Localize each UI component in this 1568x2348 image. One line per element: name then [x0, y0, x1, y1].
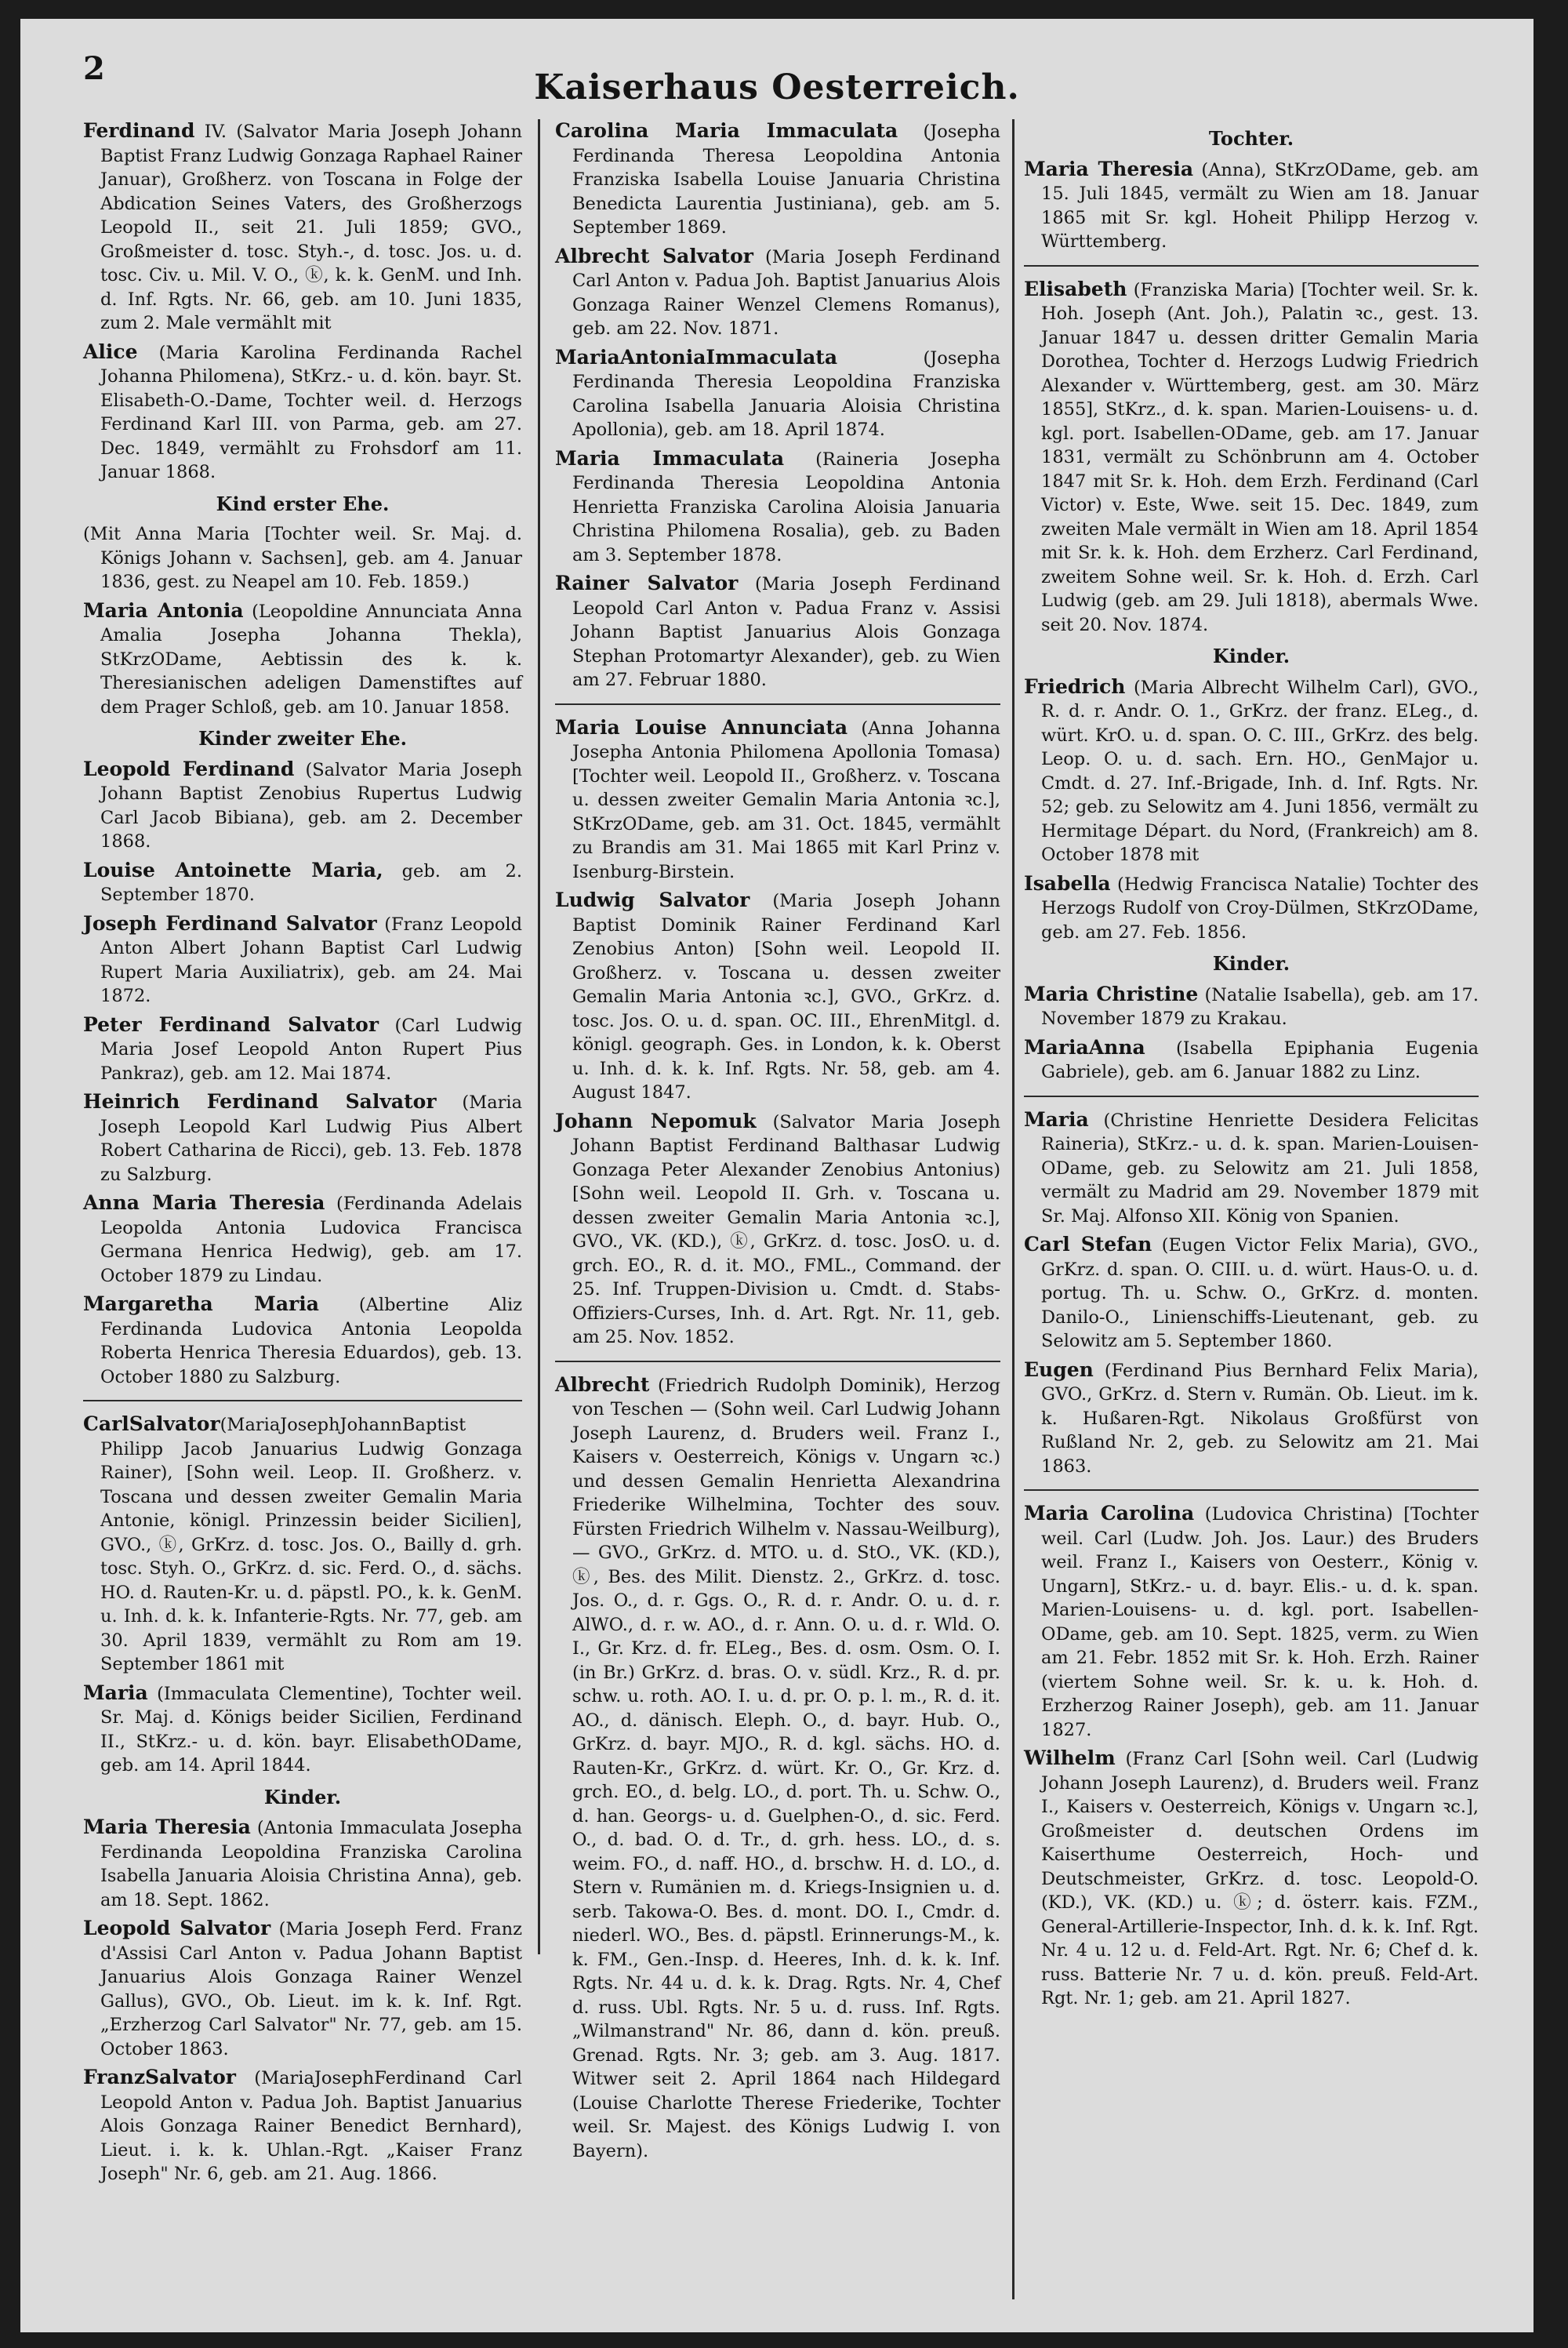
entry-separator: [1024, 1489, 1479, 1491]
entry-name: Maria Christine: [1024, 982, 1199, 1005]
section-heading: Kinder.: [1212, 952, 1290, 975]
entry-name: MariaAntoniaImmaculata: [555, 345, 838, 369]
entry-name: Johann Nepomuk: [555, 1109, 757, 1132]
entry-text: (Ferdinanda Adelais Leopolda Antonia Ludovica Francisca Germana Henrica Hedwig), geb. am 17. October 1879 zu Lindau.: [100, 1194, 522, 1286]
entry-joseph-ferdinand: [83, 912, 522, 1009]
entry-text: (Natalie Isabella), geb. am 17. November 1879 zu Krakau.: [1041, 984, 1479, 1029]
entry-name: Margaretha Maria: [83, 1292, 319, 1315]
entry-text: (Maria Karolina Ferdinanda Rachel Johanna Philomena), StKrz.- u. d. kön. bayr. St. Elisabeth-O.-Dame, Tochter weil. d. Herzogs Ferdinand Karl III. von Parma, geb. am 27. Dec. 1849, vermählt zu Frohsdorf am 11. Januar 1868.: [100, 342, 522, 482]
entry-name: Leopold Ferdinand: [83, 757, 295, 780]
entry-name: CarlSalvator: [83, 1412, 220, 1435]
entry-name: Carolina Maria Immaculata: [555, 119, 898, 142]
entry-text: (Anna), StKrzODame, geb. am 15. Juli 1845, vermält zu Wien am 18. Januar 1865 mit Sr. kgl. Hoheit Philipp Herzog v. Württemberg.: [1041, 159, 1479, 252]
entry-text: (Josepha Ferdinanda Theresa Leopoldina Antonia Franziska Isabella Louise Januaria Christina Benedicta Laurentia Justiniana), geb. am 5. September 1869.: [572, 122, 1000, 238]
entry-maria-antonia-immaculata: [555, 346, 1000, 442]
entry-maria-immaculata-clementine: [83, 1681, 522, 1778]
entry-carl-stefan: [1024, 1233, 1479, 1354]
entry-eugen: [1024, 1358, 1479, 1479]
section-heading: Kinder.: [1212, 645, 1290, 667]
entry-maria-theresia-anna: [1024, 158, 1479, 254]
right-column: [1024, 119, 1479, 2015]
entry-anna-maria-theresia: [83, 1191, 522, 1288]
entry-carolina-maria: [555, 119, 1000, 240]
entry-maria-louise-annunciata: [555, 716, 1000, 885]
entry-name: Isabella: [1024, 871, 1111, 895]
entry-separator: [555, 703, 1000, 705]
entry-text: (MariaJosephFerdinand Carl Leopold Anton v. Padua Joh. Baptist Januarius Alois Gonzaga Rainer Benedict Bernhard), Lieut. i. k. k. Uhlan.-Rgt. „Kaiser Franz Joseph" Nr. 6, geb. am 21. Aug. 1866.: [100, 2068, 522, 2184]
entry-name: Alice: [83, 340, 138, 363]
section-heading: Tochter.: [1208, 127, 1294, 150]
entry-text: (Franz Carl [Sohn weil. Carl (Ludwig Johann Joseph Laurenz), d. Bruders weil. Franz I., Kaisers v. Oesterreich, Königs v. Ungarn ꝛc.], Großmeister d. deutschen Ordens im Kaiserthume Oesterreich, Hoch- und Deutschmeister, GrKrz. d. tosc. Leopold-O. (KD.), VK. (KD.) u. ⓚ; d. österr. kais. FZM., General-Artillerie-Inspector, Inh. d. k. k. Inf. Rgt. Nr. 4 u. 12 u. d. Feld-Art. Rgt. Nr. 6; Chef d. k. russ. Batterie Nr. 7 u. d. kön. preuß. Feld-Art. Rgt. Nr. 1; geb. am 21. April 1827.: [1041, 1749, 1479, 2008]
entry-maria-antonia: [83, 599, 522, 720]
document-page: [20, 19, 1534, 2332]
entry-franz-salvator: [83, 2066, 522, 2186]
entry-text: (Albertine Aliz Ferdinanda Ludovica Antonia Leopolda Roberta Henrica Theresia Eduardos), geb. 13. October 1880 zu Salzburg.: [100, 1295, 522, 1387]
entry-text: (Maria Joseph Leopold Karl Ludwig Pius Albert Robert Catharina de Ricci), geb. 13. Feb. 1878 zu Salzburg.: [100, 1092, 523, 1185]
entry-text: (Ferdinand Pius Bernhard Felix Maria), GVO., GrKrz. d. Stern v. Rumän. Ob. Lieut. im k. k. Hußaren-Rgt. Nikolaus Großfürst von Rußland Nr. 2, geb. zu Selowitz am 21. Mai 1863.: [1041, 1360, 1479, 1477]
entry-johann-nepomuk: [555, 1110, 1000, 1350]
entry-name: Friedrich: [1024, 674, 1126, 698]
entry-elisabeth: [1024, 278, 1479, 638]
entry-name: Anna Maria Theresia: [83, 1191, 325, 1214]
entry-text: (Friedrich Rudolph Dominik), Herzog von Teschen — (Sohn weil. Carl Ludwig Johann Joseph Laurenz, d. Bruders weil. Franz I., Kaisers v. Oesterreich, Königs v. Ungarn ꝛc.) und dessen Gemalin Henrietta Alexandrina Friederike Wilhelmina, Tochter des souv. Fürsten Friedrich Wilhelm v. Nassau-Weilburg), — GVO., GrKrz. d. MTO. u. d. StO., VK. (KD.), ⓚ, Bes. des Milit. Dienstz. 2., GrKrz. d. tosc. Jos. O., d. r. Ggs. O., R. d. r. Andr. O. u. d. r. AlWO., d. r. w. AO., d. r. Ann. O. u. d. r. Wld. O. I., Gr. Krz. d. fr. ELeg., Bes. d. osm. Osm. O. I. (in Br.) GrKrz. d. bras. O. v. südl. Krz., R. d. pr. schw. u. roth. AO. I. u. d. pr. O. p. l. m., R. d. it. AO., d. dänisch. Eleph. O., d. bayr. Hub. O., GrKrz. d. bayr. MJO., R. d. kgl. sächs. HO. d. Rauten-Kr., GrKrz. d. würt. Kr. O., Gr. Krz. d. grch. EO., d. belg. LO., d. port. Th. u. Schw. O., d. han. Georgs- u. d. Guelphen-O., d. sic. Ferd. O., d. bad. O. d. Tr., d. grh. hess. LO., d. s. weim. FO., d. naff. HO., d. brschw. H. d. LO., d. Stern v. Rumänien m. d. Kriegs-Insignien u. d. serb. Takowa-O. Bes. d. mont. DO. I., Cmdr. d. niederl. WO., Bes. d. päpstl. Erinnerungs-M., k. k. FM., Gen.-Insp. d. Heeres, Inh. d. k. k. Inf. Rgts. Nr. 44 u. d. k. k. Drag. Rgts. Nr. 4, Chef d. russ. Ubl. Rgts. Nr. 5 u. d. russ. Inf. Rgts. „Wilmanstrand" Nr. 86, dann d. kön. preuß. Grenad. Rgts. Nr. 3; geb. am 3. Aug. 1817. Witwer seit 2. April 1864 nach Hildegard (Louise Charlotte Therese Friederike, Tochter weil. Sr. Majest. des Königs Ludwig I. von Bayern).: [572, 1375, 1000, 2161]
entry-text: (Christine Henriette Desidera Felicitas Raineria), StKrz.- u. d. k. span. Marien-Louisen-ODame, geb. zu Selowitz am 21. Juli 1858, vermält zu Madrid am 29. November 1879 mit Sr. Maj. Alfonso XII. König von Spanien.: [1041, 1110, 1479, 1227]
entry-text: (Franz Leopold Anton Albert Johann Baptist Carl Ludwig Rupert Maria Auxiliatrix), geb. am 24. Mai 1872.: [100, 914, 523, 1006]
entry-text: (Salvator Maria Joseph Johann Baptist Ferdinand Balthasar Ludwig Gonzaga Peter Alexander Zenobius Antonius) [Sohn weil. Leopold II. Grh. v. Toscana u. dessen zweiter Gemalin Maria Antonia ꝛc.], GVO., VK. (KD.), ⓚ, GrKrz. d. tosc. JosO. u. d. grch. EO., R. d. it. MO., FML., Command. der 25. Inf. Truppen-Division u. Cmdt. d. Stabs-Offiziers-Curses, Inh. d. Art. Rgt. Nr. 11, geb. am 25. Nov. 1852.: [572, 1111, 1000, 1347]
running-title: Kaiserhaus Oesterreich.: [534, 67, 1020, 107]
entry-name: Maria Louise Annunciata: [555, 715, 848, 739]
entry-maria-christine-henriette: [1024, 1108, 1479, 1229]
entry-ferdinand-iv: [83, 119, 522, 336]
entry-albrecht-salvator: [555, 245, 1000, 341]
entry-name: Albrecht Salvator: [555, 244, 753, 267]
entry-name: Maria: [1024, 1107, 1089, 1131]
entry-text: (Franziska Maria) [Tochter weil. Sr. k. Hoh. Joseph (Ant. Joh.), Palatin ꝛc., gest. 13. Januar 1847 u. dessen dritter Gemalin Maria Dorothea, Tochter d. Herzogs Ludwig Friedrich Alexander v. Württemberg, gest. am 30. März 1855], StKrz., d. k. span. Marien-Louisens- u. d. kgl. port. Isabellen-ODame, geb. am 17. Januar 1831, vermält zu Schönbrunn am 4. October 1847 mit Sr. k. Hoh. dem Erzh. Ferdinand (Carl Victor) v. Este, Wwe. seit 15. Dec. 1849, zum zweiten Male vermält in Wien am 18. April 1854 mit Sr. k. k. Hoh. dem Erzherz. Carl Ferdinand, zweitem Sohne weil. Sr. k. Hoh. d. Erzh. Carl Ludwig (geb. am 29. Juli 1818), abermals Wwe. seit 20. Nov. 1874.: [1041, 279, 1479, 635]
entry-text: (Carl Ludwig Maria Josef Leopold Anton Rupert Pius Pankraz), geb. am 12. Mai 1874.: [100, 1015, 523, 1084]
entry-name: Ludwig Salvator: [555, 889, 750, 911]
entry-heinrich-ferdinand: [83, 1090, 522, 1187]
entry-text: (Ludovica Christina) [Tochter weil. Carl (Ludw. Joh. Jos. Laur.) des Bruders weil. Franz I., Kaisers von Oesterr., König v. Ungarn], StKrz.- u. d. bayr. Elis.- u. d. k. span. Marien-Louisens- u. d. kgl. port. Isabellen-ODame, geb. am 10. Sept. 1825, verm. zu Wien am 21. Febr. 1852 mit Sr. k. Hoh. Erzh. Rainer (viertem Sohne weil. Sr. k. u. k. Hoh. d. Erzherzog Rainer Joseph), geb. am 11. Januar 1827.: [1041, 1504, 1479, 1740]
entry-name: MariaAnna: [1024, 1035, 1145, 1059]
entry-separator: [1024, 1096, 1479, 1097]
entry-alice: [83, 340, 522, 485]
entry-text: (Salvator Maria Joseph Johann Baptist Zenobius Rupertus Ludwig Carl Jacob Bibiana), geb. am 2. December 1868.: [100, 759, 523, 852]
entry-name: Carl Stefan: [1024, 1233, 1152, 1256]
entry-note-first-marriage: [83, 522, 522, 594]
entry-text: (Leopoldine Annunciata Anna Amalia Josepha Johanna Thekla), StKrzODame, Aebtissin des k. k. Theresianischen adeligen Damenstiftes auf dem Prager Schloß, geb. am 10. Januar 1858.: [100, 601, 522, 718]
entry-text: (Josepha Ferdinanda Theresia Leopoldina Franziska Carolina Isabella Januaria Aloisia Christina Apollonia), geb. am 18. April 1874.: [572, 347, 1000, 440]
entry-carl-salvator: [83, 1412, 522, 1677]
entry-albrecht-herzog-teschen: [555, 1373, 1000, 2164]
entry-louise-antoinette: [83, 859, 522, 907]
entry-text: (Maria Albrecht Wilhelm Carl), GVO., R. d. r. Andr. O. 1., GrKrz. der franz. ELeg., d. würt. KrO. u. d. span. O. C. III., GrKrz. des belg. Leop. O. u. d. sach. Ern. HO., GenMajor u. Cmdt. d. 27. Inf.-Brigade, Inh. d. Inf. Rgts. Nr. 52; geb. zu Selowitz am 4. Juni 1856, vermält zu Hermitage Départ. du Nord, (Frankreich) am 8. October 1878 mit: [1041, 677, 1479, 865]
entry-name: Maria Carolina: [1024, 1502, 1195, 1525]
entry-text: (Maria Joseph Johann Baptist Dominik Rainer Ferdinand Karl Zenobius Anton) [Sohn weil. Leopold II. Großherz. v. Toscana u. dessen zweiter Gemalin Maria Antonia ꝛc.], GVO., GrKrz. d. tosc. Jos. O. u. d. span. OC. III., EhrenMitgl. d. königl. geograph. Ges. in London, k. k. Oberst u. Inh. d. k. k. Inf. Rgts. Nr. 58, geb. am 4. August 1847.: [572, 891, 1001, 1103]
middle-column: [555, 119, 1000, 2168]
entry-maria-christine: [1024, 983, 1479, 1031]
entry-maria-carolina: [1024, 1502, 1479, 1742]
entry-separator: [83, 1400, 522, 1401]
entry-text: (Maria Joseph Ferd. Franz d'Assisi Carl Anton v. Padua Johann Baptist Januarius Alois Gonzaga Rainer Wenzel Gallus), GVO., Ob. Lieut. im k. k. Inf. Rgt. „Erzherzog Carl Salvator" Nr. 77, geb. am 15. October 1863.: [100, 1919, 522, 2059]
entry-isabella: [1024, 872, 1479, 945]
left-column: [83, 119, 522, 2191]
entry-text: (Hedwig Francisca Natalie) Tochter des Herzogs Rudolf von Croy-Dülmen, StKrzODame, geb. am 27. Feb. 1856.: [1041, 874, 1479, 943]
section-heading: Kinder.: [263, 1785, 342, 1808]
section-heading: Kinder zweiter Ehe.: [198, 727, 407, 750]
entry-text: geb. am 2. September 1870.: [100, 860, 522, 905]
entry-name: Rainer Salvator: [555, 572, 739, 594]
entry-text: IV. (Salvator Maria Joseph Johann Baptist Franz Ludwig Gonzaga Raphael Rainer Januar), Großherz. von Toscana in Folge der Abdication Seines Vaters, des Großherzogs Leopold II., seit 21. Juli 1859; GVO., Großmeister d. tosc. Styh.-, d. tosc. Jos. u. d. tosc. Civ. u. Mil. V. O., ⓚ, k. k. GenM. und Inh. d. Inf. Rgts. Nr. 66, geb. am 10. Juni 1835, zum 2. Male vermählt mit: [100, 122, 522, 333]
entry-maria-theresia: [83, 1816, 522, 1912]
entry-text: (Immaculata Clementine), Tochter weil. Sr. Maj. d. Königs beider Sicilien, Ferdinand II., StKrz.- u. d. kön. bayr. ElisabethODame, geb. am 14. April 1844.: [100, 1683, 522, 1776]
entry-ludwig-salvator: [555, 889, 1000, 1105]
entry-name: Elisabeth: [1024, 277, 1127, 300]
entry-name: Maria Theresia: [1024, 157, 1194, 180]
entry-name: Maria Theresia: [83, 1816, 251, 1838]
entry-maria-immaculata: [555, 447, 1000, 568]
entry-name: Louise Antoinette Maria,: [83, 858, 383, 881]
entry-friedrich: [1024, 675, 1479, 867]
entry-text: (Isabella Epiphania Eugenia Gabriele), geb. am 6. Januar 1882 zu Linz.: [1041, 1038, 1479, 1082]
entry-wilhelm: [1024, 1746, 1479, 2011]
entry-text: (MariaJosephJohannBaptist Philipp Jacob Januarius Ludwig Gonzaga Rainer), [Sohn weil. Leop. II. Großherz. v. Toscana und dessen zweiter Gemalin Maria Antonie, königl. Prinzessin beider Sicilien], GVO., ⓚ, GrKrz. d. tosc. Jos. O., Bailly d. grh. tosc. Styh. O., GrKrz. d. sic. Ferd. O., d. sächs. HO. d. Rauten-Kr. u. d. päpstl. PO., k. k. GenM. u. Inh. d. k. k. Infanterie-Rgts. Nr. 77, geb. am 30. April 1839, vermählt zu Rom am 19. September 1861 mit: [100, 1415, 522, 1674]
entry-maria-anna: [1024, 1036, 1479, 1085]
entry-peter-ferdinand: [83, 1013, 522, 1086]
entry-text: (Raineria Josepha Ferdinanda Theresia Leopoldina Antonia Henrietta Franziska Carolina Aloisia Januaria Christina Philomena Rosalia), geb. zu Baden am 3. September 1878.: [572, 449, 1000, 565]
column-rule-right: [1012, 119, 1014, 2299]
page-number: 2: [83, 50, 105, 87]
entry-name: Maria Immaculata: [555, 446, 785, 470]
entry-name: Maria Antonia: [83, 598, 244, 622]
entry-name: Ferdinand: [83, 119, 195, 142]
entry-leopold-salvator: [83, 1917, 522, 2061]
entry-separator: [555, 1361, 1000, 1362]
column-rule-left: [538, 119, 540, 1954]
entry-name: Wilhelm: [1024, 1746, 1116, 1769]
entry-text: (Maria Joseph Ferdinand Carl Anton v. Padua Joh. Baptist Januarius Alois Gonzaga Rainer Wenzel Clemens Romanus), geb. am 22. Nov. 1871.: [572, 246, 1000, 339]
section-heading: Kind erster Ehe.: [216, 492, 390, 515]
entry-name: Leopold Salvator: [83, 1917, 271, 1939]
entry-name: Joseph Ferdinand Salvator: [83, 911, 377, 935]
entry-name: FranzSalvator: [83, 2066, 236, 2088]
entry-text: (Anna Johanna Josepha Antonia Philomena Apollonia Tomasa) [Tochter weil. Leopold II., Großherz. v. Toscana u. dessen zweiter Gemalin Maria Antonia ꝛc.], StKrzODame, geb. am 31. Oct. 1845, vermählt zu Brandis am 31. Mai 1865 mit Karl Prinz v. Isenburg-Birstein.: [572, 718, 1000, 882]
entry-name: Heinrich Ferdinand Salvator: [83, 1090, 437, 1113]
entry-name: Peter Ferdinand Salvator: [83, 1012, 379, 1036]
entry-leopold-ferdinand: [83, 758, 522, 854]
entry-text: (Antonia Immaculata Josepha Ferdinanda Leopoldina Franziska Carolina Isabella Januaria Aloisia Christina Anna), geb. am 18. Sept. 1862.: [100, 1818, 522, 1910]
entry-name: Albrecht: [555, 1372, 650, 1396]
entry-name: Eugen: [1024, 1358, 1094, 1381]
entry-text: (Maria Joseph Ferdinand Leopold Carl Anton v. Padua Franz v. Assisi Johann Baptist Januarius Alois Gonzaga Stephan Protomartyr Alexander), geb. zu Wien am 27. Februar 1880.: [572, 574, 1001, 690]
entry-text: (Mit Anna Maria [Tochter weil. Sr. Maj. d. Königs Johann v. Sachsen], geb. am 4. Januar 1836, gest. zu Neapel am 10. Feb. 1859.): [83, 524, 522, 592]
entry-separator: [1024, 265, 1479, 267]
entry-margaretha-maria: [83, 1292, 522, 1389]
entry-rainer-salvator: [555, 572, 1000, 692]
entry-name: Maria: [83, 1681, 148, 1704]
entry-text: (Eugen Victor Felix Maria), GVO., GrKrz. d. span. O. CIII. u. d. würt. Haus-O. u. d. portug. Th. u. Schw. O., GrKrz. d. monten. Danilo-O., Linienschiffs-Lieutenant, geb. zu Selowitz am 5. September 1860.: [1041, 1235, 1479, 1351]
